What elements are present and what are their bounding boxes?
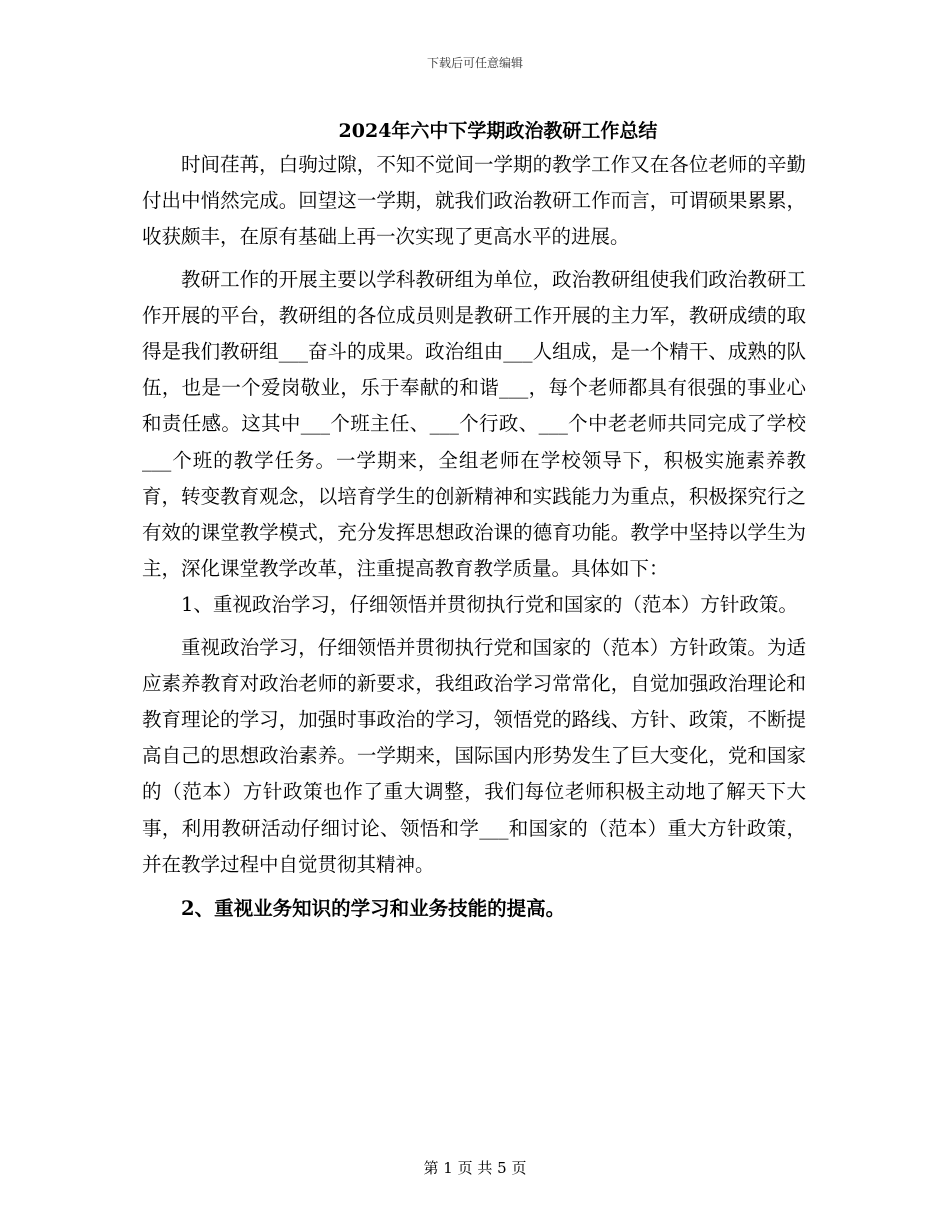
page-footer: 第 1 页 共 5 页 bbox=[423, 1159, 527, 1177]
paragraph-intro: 时间荏苒，白驹过隙，不知不觉间一学期的教学工作又在各位老师的辛勤付出中悄然完成。回望这一学期，就我们政治教研工作而言，可谓硕果累累，收获颇丰，在原有基础上再一次实现了更高水平的进展。 bbox=[142, 153, 806, 249]
paragraph-section-1-body: 重视政治学习，仔细领悟并贯彻执行党和国家的（范本）方针政策。为适应素养教育对政治老师的新要求，我组政治学习常常化，自觉加强政治理论和教育理论的学习，加强时事政治的学习，领悟党的路线、方针、政策，不断提高自己的思想政治素养。一学期来，国际国内形势发生了巨大变化，党和国家的（范本）方针政策也作了重大调整，我们每位老师积极主动地了解天下大事，利用教研活动仔细讨论、领悟和学___和国家的（范本）重大方针政策，并在教学过程中自觉贯彻其精神。 bbox=[142, 635, 806, 876]
document-title: 2024年六中下学期政治教研工作总结 bbox=[338, 120, 658, 142]
header-note: 下载后可任意编辑 bbox=[426, 56, 523, 70]
document-body bbox=[142, 147, 806, 927]
paragraph-team: 教研工作的开展主要以学科教研组为单位，政治教研组使我们政治教研工作开展的平台，教研组的各位成员则是教研工作开展的主力军，教研成绩的取得是我们教研组___奋斗的成果。政治组由___人组成，是一个精干、成熟的队伍，也是一个爱岗敬业，乐于奉献的和谐___，每个老师都具有很强的事业心和责任感。这其中___个班主任、___个行政、___个中老老师共同完成了学校___个班的教学任务。一学期来，全组老师在学校领导下，积极实施素养教育，转变教育观念，以培育学生的创新精神和实践能力为重点，积极探究行之有效的课堂教学模式，充分发挥思想政治课的德育功能。教学中坚持以学生为主，深化课堂教学改革，注重提高教育教学质量。具体如下： bbox=[142, 267, 806, 581]
paragraph-section-2-heading: 2、重视业务知识的学习和业务技能的提高。 bbox=[181, 897, 566, 921]
paragraph-section-1-heading: 1、重视政治学习，仔细领悟并贯彻执行党和国家的（范本）方针政策。 bbox=[181, 593, 798, 617]
